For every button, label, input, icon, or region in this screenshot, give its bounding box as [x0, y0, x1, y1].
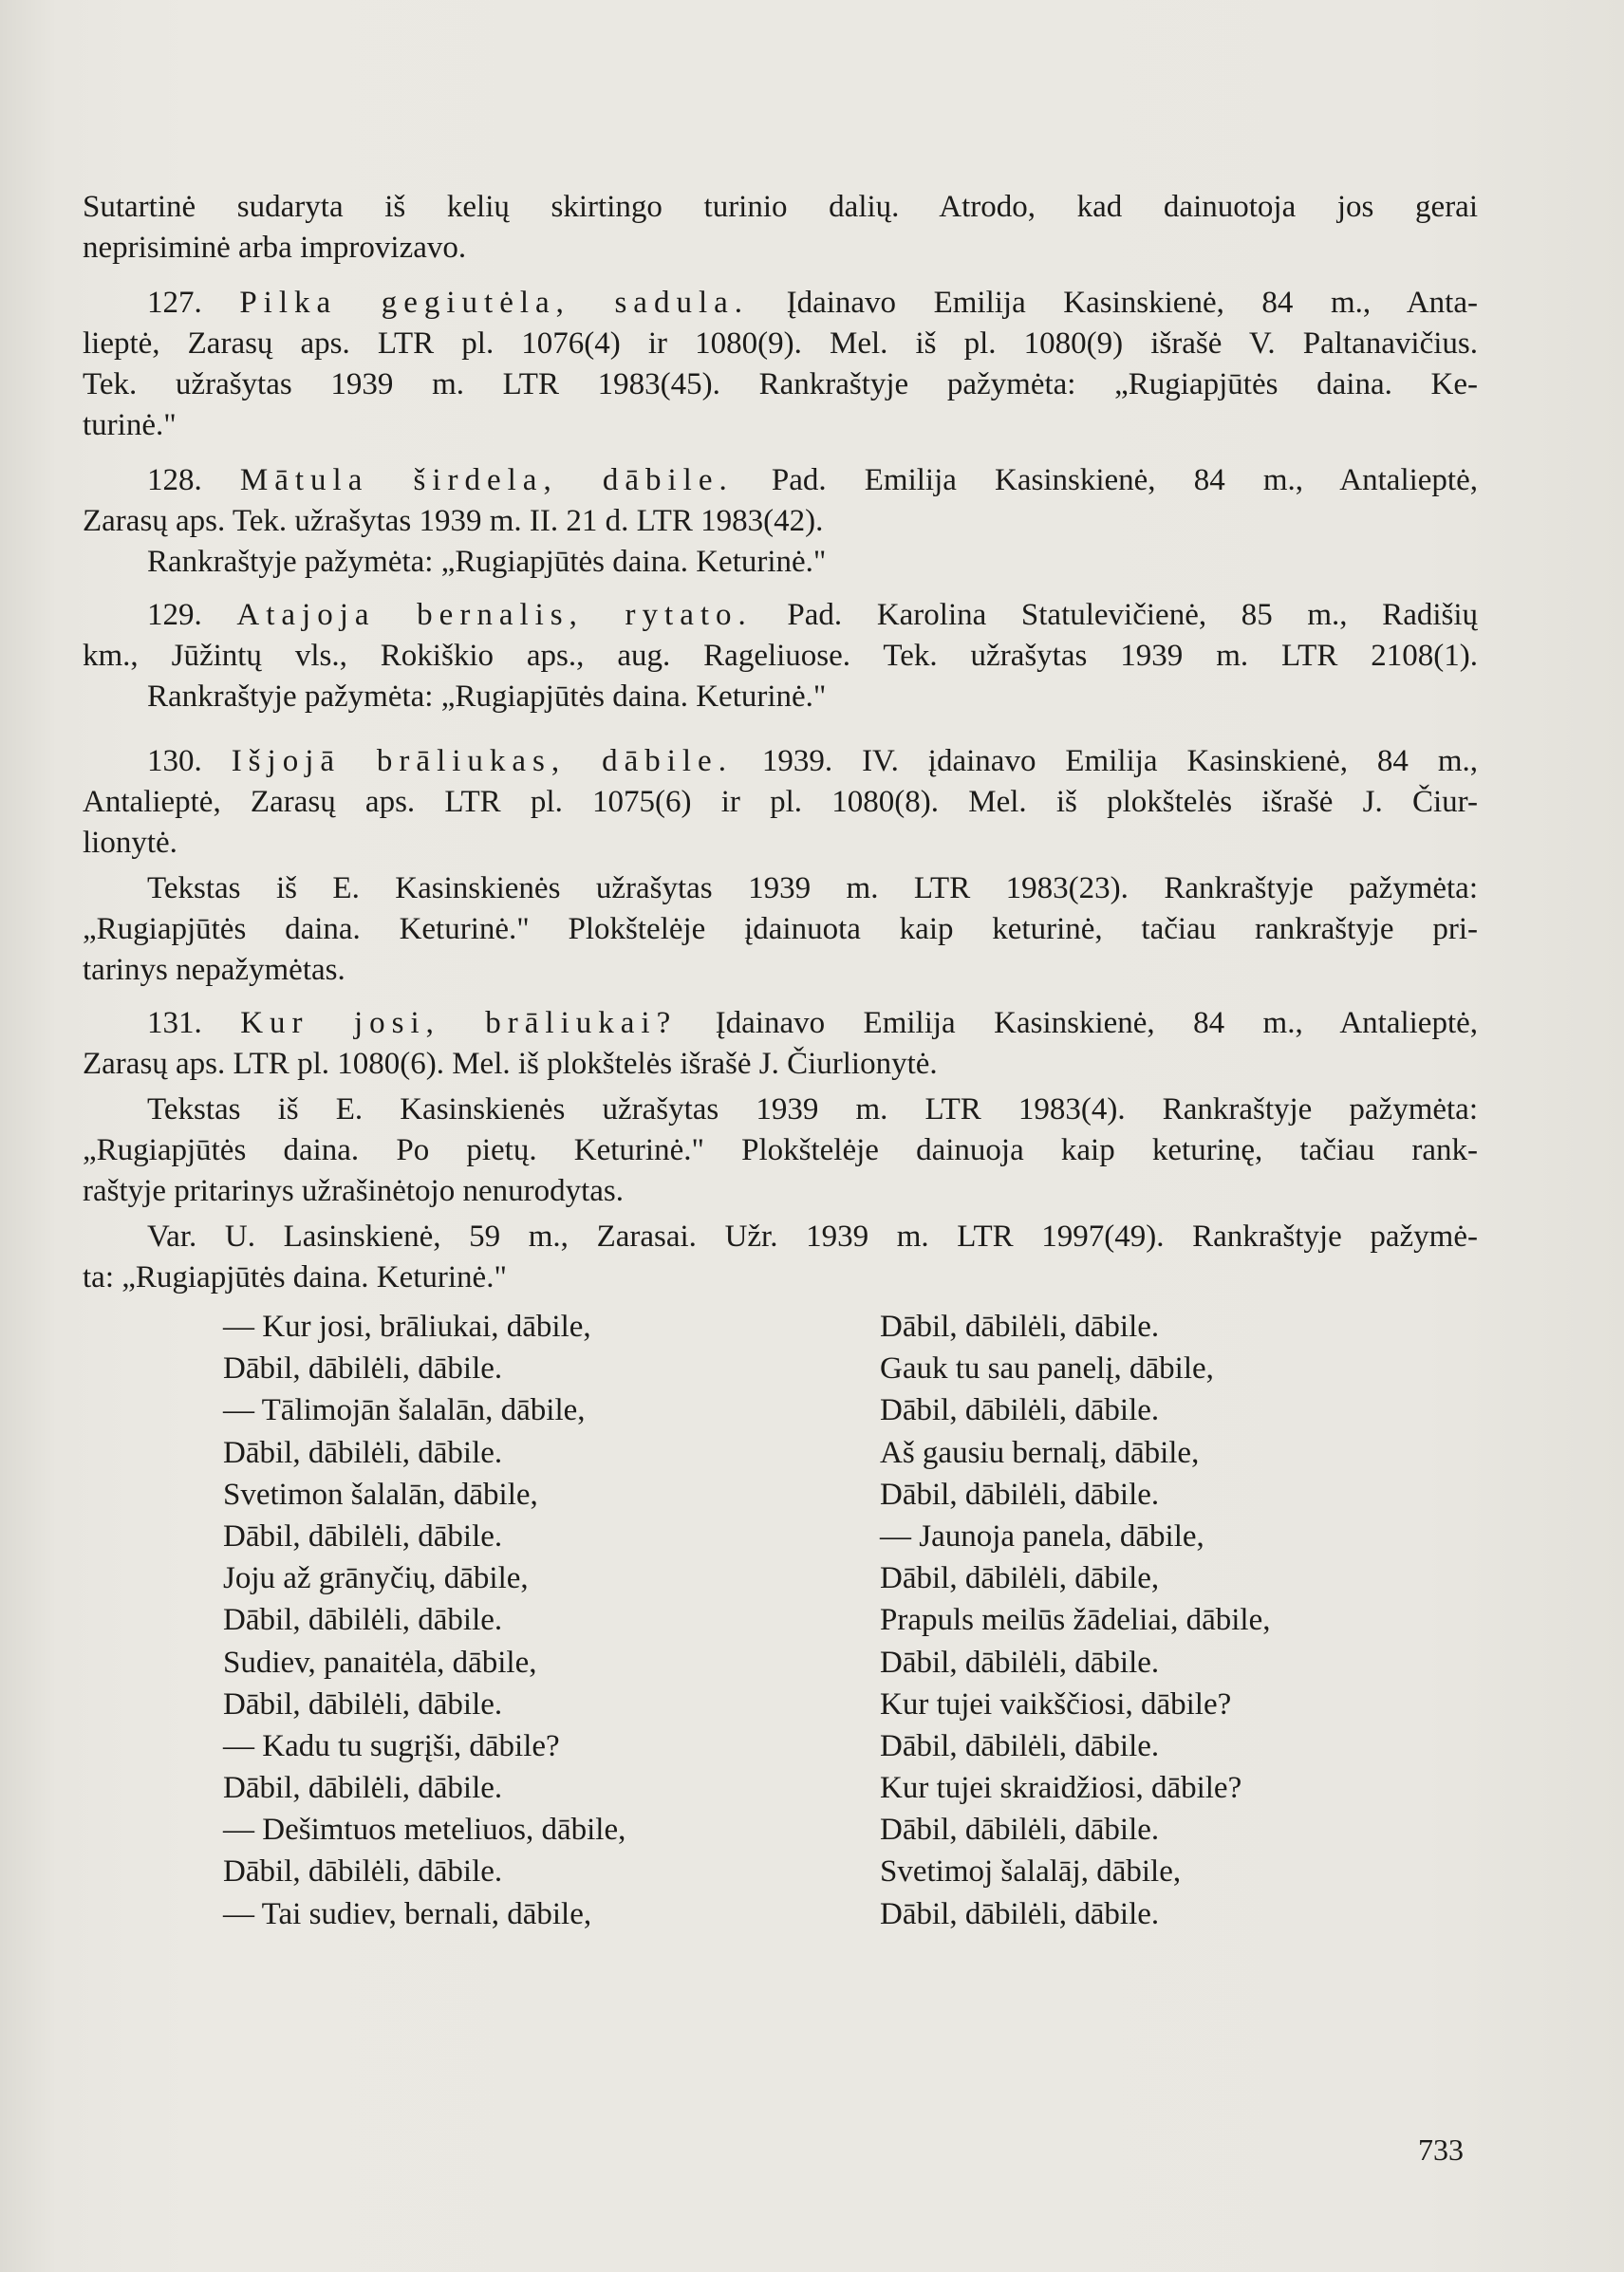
verse-line: Svetimoj šalalāj, dābile,	[880, 1854, 1182, 1890]
verse-line: Kur tujei skraidžiosi, dābile?	[880, 1771, 1242, 1806]
entry-line: Var. U. Lasinskienė, 59 m., Zarasai. Užr. 1939 m. LTR 1997(49). Rankraštyje pažymė-	[147, 1220, 1478, 1254]
entry-131-first-line	[147, 1003, 1478, 1043]
page-number: 733	[1418, 2132, 1464, 2167]
entry-line: „Rugiapjūtės daina. Keturinė." Plokštelėje įdainuota kaip keturinė, tačiau rankraštyje pri-	[83, 912, 1478, 946]
verse-line: Dābil, dābilėli, dābile.	[223, 1351, 503, 1387]
entry-number: 127.	[147, 286, 202, 320]
verse-column-right	[880, 1306, 1411, 1935]
entry-text: Įdainavo Emilija Kasinskienė, 84 m., Anta-	[786, 286, 1478, 320]
song-title: Atajoja bernalis, rytato.	[236, 598, 753, 632]
entry-line: tarinys nepažymėtas.	[83, 953, 345, 987]
entry-line: Antalieptė, Zarasų aps. LTR pl. 1075(6) ir pl. 1080(8). Mel. iš plokštelės išrašė J. Čiur-	[83, 785, 1478, 819]
verse-line: — Dešimtuos meteliuos, dābile,	[223, 1813, 626, 1848]
verse-line: — Tālimojān šalalān, dābile,	[223, 1393, 586, 1428]
verse-line: Dābil, dābilėli, dābile.	[223, 1603, 503, 1638]
verse-line: Dābil, dābilėli, dābile.	[223, 1686, 503, 1722]
verse-line: Dābil, dābilėli, dābile.	[223, 1435, 503, 1470]
entry-line: Rankraštyje pažymėta: „Rugiapjūtės daina. Keturinė."	[147, 680, 827, 714]
verse-column-left	[223, 1306, 755, 1935]
song-title: Mātula širdela, dābile.	[239, 463, 734, 497]
entry-line: Tekstas iš E. Kasinskienės užrašytas 1939 m. LTR 1983(4). Rankraštyje pažymėta:	[147, 1092, 1478, 1127]
entry-number: 130.	[147, 744, 202, 778]
entry-text: Pad. Emilija Kasinskienė, 84 m., Antalieptė,	[771, 463, 1478, 497]
entry-line: „Rugiapjūtės daina. Po pietų. Keturinė." Plokštelėje dainuoja kaip keturinę, tačiau rank-	[83, 1133, 1478, 1167]
verse-line: Dābil, dābilėli, dābile.	[880, 1813, 1160, 1848]
verse-line: Dābil, dābilėli, dābile.	[223, 1518, 503, 1554]
verse-line: Sudiev, panaitėla, dābile,	[223, 1645, 537, 1680]
entry-line: Zarasų aps. Tek. užrašytas 1939 m. II. 21 d. LTR 1983(42).	[83, 504, 824, 538]
intro-line: neprisiminė arba improvizavo.	[83, 231, 467, 265]
entry-line: Rankraštyje pažymėta: „Rugiapjūtės daina. Keturinė."	[147, 545, 827, 579]
verse-line: Dābil, dābilėli, dābile.	[223, 1771, 503, 1806]
verse-line: Dābil, dābilėli, dābile.	[223, 1854, 503, 1890]
verse-line: Dābil, dābilėli, dābile,	[880, 1561, 1160, 1596]
entry-line: ta: „Rugiapjūtės daina. Keturinė."	[83, 1260, 507, 1294]
entry-127-first-line	[147, 283, 1478, 323]
verse-line: Svetimon šalalān, dābile,	[223, 1477, 538, 1512]
entry-text: Pad. Karolina Statulevičienė, 85 m., Radišių	[787, 598, 1479, 632]
entry-line: lionytė.	[83, 826, 177, 860]
verse-line: Aš gausiu bernalį, dābile,	[880, 1435, 1200, 1470]
verse-line: Kur tujei vaikščiosi, dābile?	[880, 1686, 1232, 1722]
entry-129-first-line	[147, 595, 1478, 635]
entry-text: 1939. IV. įdainavo Emilija Kasinskienė, 84 m.,	[761, 744, 1479, 778]
entry-number: 129.	[147, 598, 202, 632]
verse-line: Dābil, dābilėli, dābile.	[880, 1896, 1160, 1931]
verse-line: Prapuls meilūs žādeliai, dābile,	[880, 1603, 1271, 1638]
verse-line: Dābil, dābilėli, dābile.	[880, 1477, 1160, 1512]
entry-line: Tek. užrašytas 1939 m. LTR 1983(45). Rankraštyje pažymėta: „Rugiapjūtės daina. Ke-	[83, 367, 1478, 401]
verse-line: Dābil, dābilėli, dābile.	[880, 1393, 1160, 1428]
verse-line: Joju až grānyčių, dābile,	[223, 1561, 529, 1596]
entry-number: 128.	[147, 463, 202, 497]
verse-line: — Kur josi, brāliukai, dābile,	[223, 1310, 591, 1344]
verse-line: Gauk tu sau panelį, dābile,	[880, 1351, 1214, 1387]
verse-line: Dābil, dābilėli, dābile.	[880, 1310, 1160, 1344]
entry-130-first-line	[147, 741, 1478, 781]
entry-line: Zarasų aps. LTR pl. 1080(6). Mel. iš plokštelės išrašė J. Čiurlionytė.	[83, 1047, 938, 1081]
verse-line: — Jaunoja panela, dābile,	[880, 1518, 1204, 1554]
entry-line: turinė."	[83, 408, 177, 442]
song-title: Išjojā brāliukas, dābile.	[231, 744, 733, 778]
entry-line: raštyje pritarinys užrašinėtojo nenurodytas.	[83, 1174, 625, 1208]
verse-line: Dābil, dābilėli, dābile.	[880, 1728, 1160, 1763]
entry-128-first-line	[147, 460, 1478, 500]
verse-line: Dābil, dābilėli, dābile.	[880, 1645, 1160, 1680]
song-title: Kur josi, brāliukai?	[240, 1006, 678, 1040]
verse-line: — Kadu tu sugrįši, dābile?	[223, 1728, 560, 1763]
song-title: Pilka gegiutėla, sadula.	[239, 286, 750, 320]
entry-number: 131.	[147, 1006, 202, 1040]
entry-text: Įdainavo Emilija Kasinskienė, 84 m., Antalieptė,	[715, 1006, 1479, 1040]
entry-line: lieptė, Zarasų aps. LTR pl. 1076(4) ir 1080(9). Mel. iš pl. 1080(9) išrašė V. Paltanavičius.	[83, 326, 1478, 361]
verse-line: — Tai sudiev, bernali, dābile,	[223, 1896, 592, 1931]
intro-line: Sutartinė sudaryta iš kelių skirtingo turinio dalių. Atrodo, kad dainuotoja jos gerai	[83, 190, 1478, 224]
entry-line: Tekstas iš E. Kasinskienės užrašytas 1939 m. LTR 1983(23). Rankraštyje pažymėta:	[147, 871, 1478, 905]
entry-line: km., Jūžintų vls., Rokiškio aps., aug. Rageliuose. Tek. užrašytas 1939 m. LTR 2108(1).	[83, 639, 1478, 673]
